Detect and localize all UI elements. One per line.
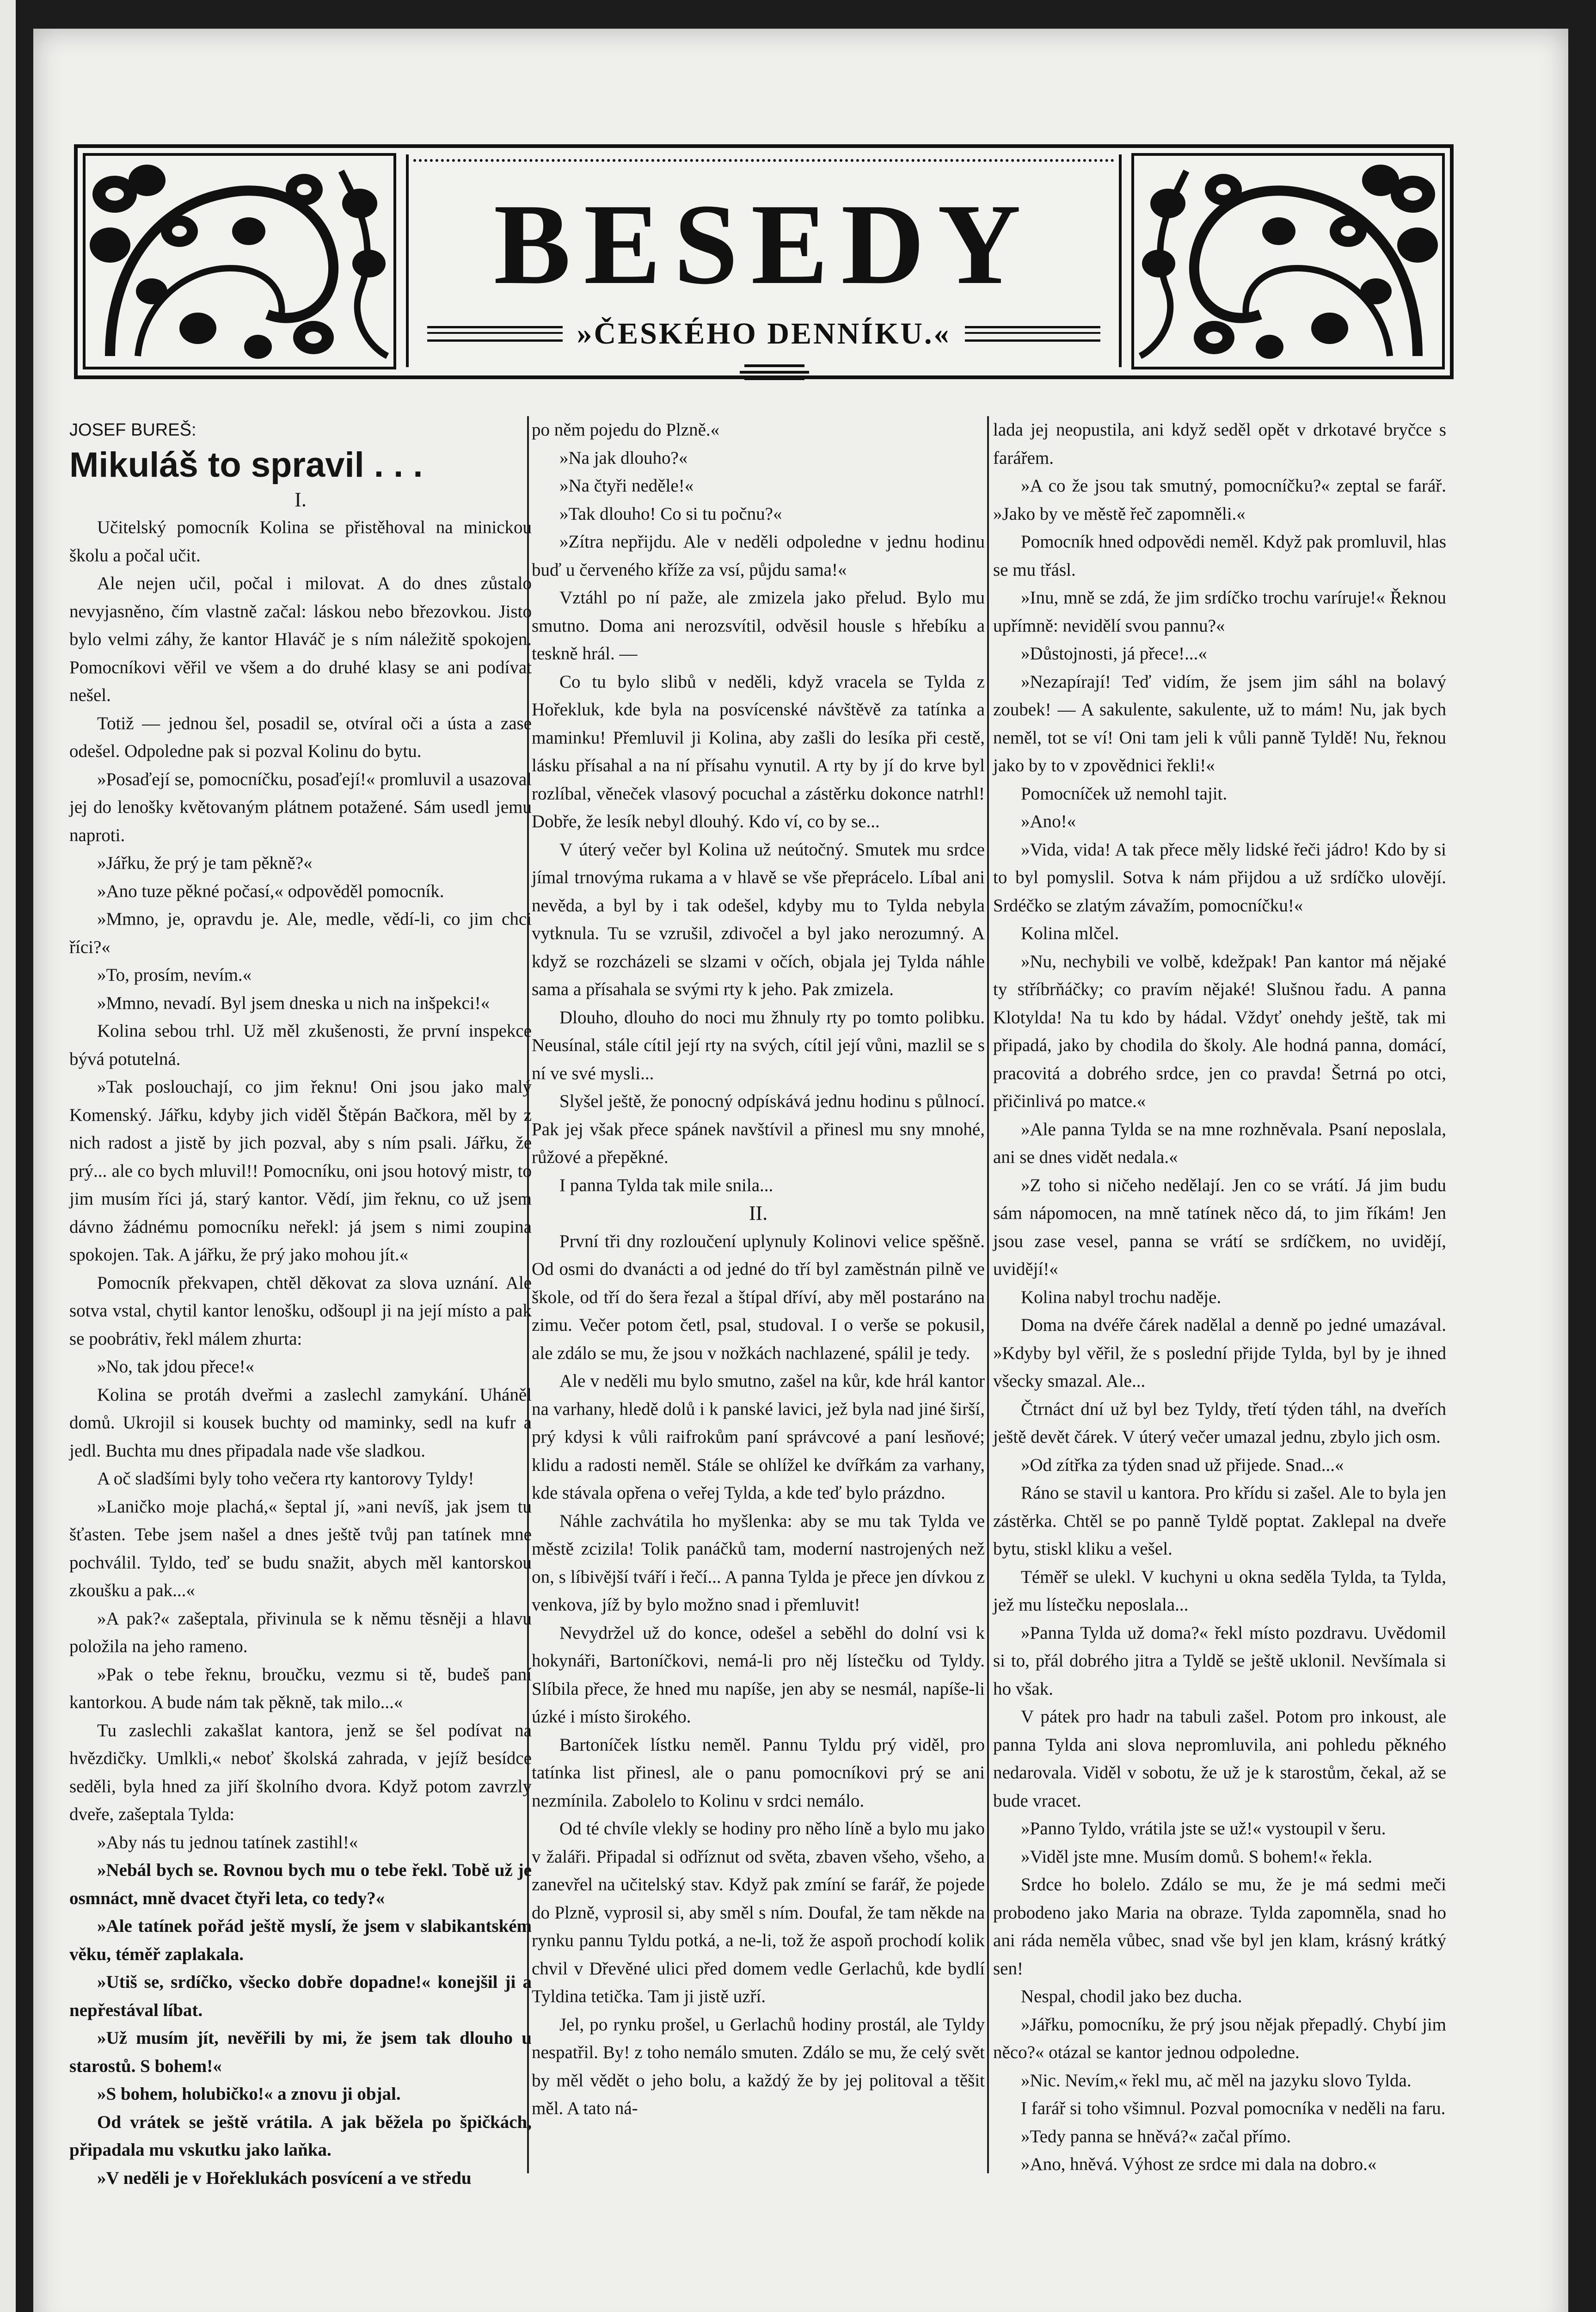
paragraph: »Tak poslouchají, co jim řeknu! Oni jsou jako malý Komenský. Jářku, kdyby jich viděl Štěpán Bačkora, měl by z nich radost a jistě by jich pozval, aby s ním psali. Jářku, že prý... ale co bych mluvil!! Pomocníku, oni jsou hotový mistr, to jim musím říci já, starý kantor. Vědí, jim řeknu, co už jsem dávno žádnému pomocníku neřekl: já jsem s nimi zoupina spokojen. Tak. A jářku, že prý jako mohou jít.« — [69, 1077, 532, 1265]
paragraph: »Panna Tylda už doma?« řekl místo pozdravu. Uvědomil si to, přál dobrého jitra a Tyldě se ještě uklonil. Nevšímala si ho však. — [993, 1623, 1446, 1699]
section-number: I. — [295, 488, 307, 511]
paragraph: Vztáhl po ní paže, ale zmizela jako přelud. Bylo mu smutno. Doma ani nerozsvítil, odvěsil housle s hřebíku a teskně hrál. — — [532, 588, 985, 664]
paragraph: »Ano tuze pěkné počasí,« odpověděl pomocník. — [97, 881, 444, 901]
title-box — [406, 154, 1122, 367]
paragraph: »Na jak dlouho?« — [559, 448, 688, 468]
column-3 — [993, 416, 1446, 2179]
paragraph: Kolina se protáh dveřmi a zaslechl zamykání. Uháněl domů. Ukrojil si kousek buchty od maminky, sedl na kufr a jedl. Buchta mu dnes připadala nade vše sladkou. — [69, 1384, 532, 1461]
paragraph: Kolina sebou trhl. Už měl zkušenosti, že první inspekce bývá potutelná. — [69, 1021, 532, 1069]
paragraph: Náhle zachvátila ho myšlenka: aby se mu tak Tylda ve městě zcizila! Tolik panáčků tam, moderní nastrojených než on, s líbivější tváří i řečí... A panna Tylda je přece jen dívkou z venkova, jíž by bylo možno snad i přemluvit! — [532, 1511, 985, 1615]
column-2 — [532, 416, 985, 2123]
article-headline: Mikuláš to spravil . . . — [69, 445, 423, 485]
paragraph: Ráno se stavil u kantora. Pro křídu si zašel. Ale to byla jen zástěrka. Chtěl se po panně Tyldě poptat. Zaklepal na dveře bytu, stiskl kliku a vešel. — [993, 1483, 1446, 1559]
paragraph: »Vida, vida! A tak přece měly lidské řeči jádro! Kdo by si to byl pomyslil. Sotva k nám přijdou a už srdíčko ulovějí. Srdéčko se zlatým závažím, pomocníčku!« — [993, 839, 1446, 916]
paragraph: Bartoníček lístku neměl. Pannu Tyldu prý viděl, pro tatínka list přinesl, ale o panu pomocníkovi prý se ani nezmínila. Zabolelo to Kolinu v srdci nemálo. — [532, 1734, 985, 1811]
paragraph: »Pak o tebe řeknu, broučku, vezmu si tě, budeš paní kantorkou. A bude nám tak pěkně, tak milo...« — [69, 1664, 532, 1712]
triple-rule-left — [427, 326, 563, 342]
paragraph: Kolina nabyl trochu naděje. — [1021, 1287, 1222, 1307]
paragraph: A oč sladšími byly toho večera rty kantorovy Tyldy! — [97, 1469, 474, 1488]
paragraph: I panna Tylda tak mile snila... — [559, 1175, 773, 1195]
dotted-rule — [413, 159, 1114, 166]
publication-title: BESEDY — [493, 180, 1034, 308]
paragraph: »S bohem, holubičko!« a znovu ji objal. — [97, 2084, 401, 2104]
paragraph: »Nic. Nevím,« řekl mu, ač měl na jazyku slovo Tylda. — [1021, 2070, 1412, 2091]
paragraph: Od vrátek se ještě vrátila. A jak běžela po špičkách, připadala mu vskutku jako laňka. — [69, 2112, 532, 2160]
paragraph: »Tak dlouho! Co si tu počnu?« — [559, 504, 782, 524]
subtitle-row — [427, 316, 1100, 351]
paragraph: »Z toho si ničeho nedělají. Jen co se vrátí. Já jim budu sám nápomocen, na mně tatínek něco dá, to jim říkám! Jen jsou zase vesel, panna se vrátí se srdíčkem, no uvidějí, uvidějí!« — [993, 1175, 1446, 1279]
paragraph: Ale v neděli mu bylo smutno, zašel na kůr, kde hrál kantor na varhany, hledě dolů i k panské lavici, jež byla nad jiné širší, prý kdysi k vůli raifrokům paní správcové a paní lesňové; klidu a radosti neměl. Stále se ohlížel ke dvířkám za varhany, kde stávala opřena o veřej Tylda, a kde teď bylo prázdno. — [532, 1371, 985, 1503]
paragraph: »Ale tatínek pořád ještě myslí, že jsem v slabikantském věku, téměř zaplakala. — [69, 1916, 532, 1964]
adjacent-page-edge — [0, 0, 16, 2312]
paragraph: »No, tak jdou přece!« — [97, 1357, 255, 1377]
paragraph: »Nebál bych se. Rovnou bych mu o tebe řekl. Tobě už je osmnáct, mně dvacet čtyři leta, co tedy?« — [69, 1860, 532, 1908]
paragraph: První tři dny rozloučení uplynuly Kolinovi velice spěšně. Od osmi do dvanácti a od jedné do tří byl zaměstnán pilně ve škole, od tří do šera řezal a štípal dříví, aby měl postaráno na zimu. Večer potom četl, psal, studoval. I o verše se pokusil, ale zdálo se mu, že jsou v nožkách nachlazené, spálil je tedy. — [532, 1231, 985, 1363]
paragraph: »A co že jsou tak smutný, pomocníčku?« zeptal se farář. »Jako by ve městě řeč zapomněli.« — [993, 476, 1446, 524]
paragraph: Tu zaslechli zakašlat kantora, jenž se šel podívat na hvězdičky. Umlkli,« neboť školská zahrada, v jejíž besídce seděli, byla hned za jiří školního dvora. Když potom zavrzly dveře, zašeptala Tylda: — [69, 1720, 532, 1824]
paragraph: Pomocník překvapen, chtěl děkovat za slova uznání. Ale sotva vstal, chytil kantor lenošku, odšoupl ji na její místo a pak se poobrátiv, řekl málem zhurta: — [69, 1273, 532, 1349]
paragraph: »Aby nás tu jednou tatínek zastihl!« — [97, 1832, 358, 1852]
paragraph: Pomocníček už nemohl tajit. — [1021, 783, 1228, 804]
paragraph: lada jej neopustila, ani když seděl opět v drkotavé bryčce s farářem. — [993, 420, 1446, 468]
paragraph: po něm pojedu do Plzně.« — [532, 420, 720, 440]
paragraph: »Mmno, nevadí. Byl jsem dneska u nich na inšpekci!« — [97, 993, 490, 1013]
paragraph: »Nezapírají! Teď vidím, že jsem jim sáhl na bolavý zoubek! — A sakulente, sakulente, už to mám! Nu, jak bych neměl, tot se ví! Oni tam jeli k vůli panně Tyldě! Nu, řeknou jako by to v zpovědnici řekli!« — [993, 671, 1446, 775]
paragraph: Nespal, chodil jako bez ducha. — [1021, 1986, 1242, 2006]
paragraph: Čtrnáct dní už byl bez Tyldy, třetí týden táhl, na dveřích ještě devět čárek. V úterý večer umazal jednu, zbylo jich osm. — [993, 1399, 1446, 1447]
paragraph: »Inu, mně se zdá, že jim srdíčko trochu varíruje!« Řeknou upřímně: nevidělí svou pannu?« — [993, 588, 1446, 636]
paragraph: V pátek pro hadr na tabuli zašel. Potom pro inkoust, ale panna Tylda ani slova nepromluvila, ani pohledu pěkného nedarovala. Viděl v sobotu, že už je k starostům, čekal, až se bude vracet. — [993, 1707, 1446, 1811]
paragraph: »A pak?« zašeptala, přivinula se k němu těsněji a hlavu položila na jeho rameno. — [69, 1608, 532, 1656]
paragraph: »Ale panna Tylda se na mne rozhněvala. Psaní neposlala, ani se dnes vidět nedala.« — [993, 1119, 1446, 1167]
section-number: II. — [749, 1202, 768, 1224]
paragraph: »Jářku, pomocníku, že prý jsou nějak přepadlý. Chybí jim něco?« otázal se kantor jednou odpoledne. — [993, 2014, 1446, 2062]
paragraph: »To, prosím, nevím.« — [97, 965, 252, 985]
paragraph: »Panno Tyldo, vrátila jste se už!« vystoupil v šeru. — [1021, 1819, 1386, 1839]
paragraph: Jel, po rynku prošel, u Gerlachů hodiny prostál, ale Tyldy nespatřil. By! z toho nemálo smuten. Zdálo se mu, že celý svět by měl vědět o jeho bolu, a každý že by jej politoval a těšit měl. A tato ná- — [532, 2014, 985, 2118]
paragraph: V úterý večer byl Kolina už neútočný. Smutek mu srdce jímal trnovýma rukama a v hlavě se vše přeprácelo. Líbal ani nevěda, a byl by i tak odešel, kdyby mu to Tylda nebyla vytknula. Tu se vzrušil, zdivočel a byl jako nerozumný. A když se rozcházeli se slzami v očích, objala jej Tylda náhle sama a přísahala se svými rty k jeho. Pak zmizela. — [532, 839, 985, 999]
triple-rule-right — [965, 326, 1100, 342]
paragraph: Srdce ho bolelo. Zdálo se mu, že je má sedmi meči probodeno jako Maria na obraze. Tylda zapomněla, snad ho ani ráda neměla vůbec, snad vše byl jen klam, krásný krátký sen! — [993, 1875, 1446, 1979]
paragraph: Slyšel ještě, že ponocný odpískává jednu hodinu s půlnocí. Pak jej však přece spánek navštívil a přinesl mu sny mnohé, růžové a přepěkné. — [532, 1091, 985, 1167]
paragraph: Doma na dvéře čárek nadělal a denně po jedné umazával. »Kdyby byl věřil, že s poslední přijde Tylda, byl by je ihned všecky smazal. Ale... — [993, 1315, 1446, 1391]
column-1 — [69, 416, 532, 2192]
paragraph: »Utiš se, srdíčko, všecko dobře dopadne!« konejšil ji a nepřestával líbat. — [69, 1972, 532, 2020]
paragraph: »Důstojnosti, já přece!...« — [1021, 644, 1207, 664]
author-byline: JOSEF BUREŠ: — [69, 420, 196, 440]
paragraph: »V neděli je v Hořeklukách posvícení a ve středu — [97, 2168, 472, 2188]
paragraph: I farář si toho všimnul. Pozval pomocníka v neděli na faru. — [1021, 2098, 1446, 2118]
paragraph: »Laničko moje plachá,« šeptal jí, »ani nevíš, jak jsem tu šťasten. Tebe jsem našel a dnes ještě tvůj pan tatínek mne pochválil. Tyldo, teď se budu snažit, abych měl kantorskou zkoušku a pak...« — [69, 1496, 532, 1600]
paragraph: Dlouho, dlouho do noci mu žhnuly rty po tomto polibku. Neusínal, stále cítil její rty na svých, cítil její vůni, mazlil se s ní ve své mysli... — [532, 1007, 985, 1083]
floral-ornament-icon — [1131, 153, 1445, 370]
paragraph: »Tedy panna se hněvá?« začal přímo. — [1021, 2126, 1291, 2146]
paragraph: »Od zítřka za týden snad už přijede. Snad...« — [1021, 1455, 1344, 1475]
tailpiece-ornament-icon — [740, 361, 809, 384]
paragraph: »Zítra nepřijdu. Ale v neděli odpoledne v jednu hodinu buď u červeného kříže za vsí, půjdu sama!« — [532, 532, 985, 580]
paragraph: Od té chvíle vlekly se hodiny pro něho líně a bylo mu jako v žaláři. Připadal si odříznut od světa, zbaven všeho, všeho, a zanevřel na učitelský stav. Když pak zmíní se farář, že pojede do Plzně, vyprosil si, aby směl s ním. Doufal, že tam někde na rynku pannu Tyldu potká, a ne-li, tož že aspoň prochodí kolik chvil v Dřevěné ulici před domem vedle Gerlachů, kde bydlí Tyldina tetička. Tam ji jistě uzří. — [532, 1819, 985, 2006]
paragraph: »Na čtyři neděle!« — [559, 476, 694, 496]
paragraph: »Už musím jít, nevěřili by mi, že jsem tak dlouho u starostů. S bohem!« — [69, 2028, 532, 2076]
paragraph: Ale nejen učil, počal i milovat. A do dnes zůstalo nevyjasněno, čím vlastně začal: láskou nebo březovkou. Jisto bylo velmi záhy, že kantor Hlaváč je s ním náležitě spokojen. Pomocníkovi věřil ve všem a do druhé klasy se ani podívat nešel. — [69, 573, 532, 705]
paragraph: »Jářku, že prý je tam pěkně?« — [97, 853, 313, 873]
floral-ornament-icon — [82, 153, 397, 370]
paragraph: »Ano, hněvá. Výhost ze srdce mi dala na dobro.« — [1021, 2154, 1377, 2174]
paragraph: Nevydržel už do konce, odešel a seběhl do dolní vsi k hokynáři, Bartoníčkovi, nemá-li pro něj lístečku od Tyldy. Slíbila přece, že hned mu napíše, jen aby se nesmál, napíše-li úzké i místo širokého. — [532, 1623, 985, 1727]
paragraph: »Nu, nechybili ve volbě, kdežpak! Pan kantor má nějaké ty stříbrňáčky; co pravím nějaké! Slušnou řadu. A panna Klotylda! Na tu kdo by hádal. Vždyť onehdy ještě, tak mi připadá, jako by chodila do školy. Ale hodná panna, domácí, pracovitá a dobrého srdce, jen co pravda! Šetrná po otci, přičinlivá po matce.« — [993, 951, 1446, 1111]
paragraph: Téměř se ulekl. V kuchyni u okna seděla Tylda, ta Tylda, jež mu lístečku neposlala... — [993, 1567, 1446, 1615]
paragraph: »Ano!« — [1021, 812, 1076, 831]
paragraph: Co tu bylo slibů v neděli, když vracela se Tylda z Hořekluk, kde byla na posvícenské návštěvě za tatínka a maminku! Přemluvil ji Kolina, aby zašli do lesíka při cestě, lásku přísahal a na ní přísahu vynutil. A rty by jí do krve byl rozlíbal, věneček vlasový pocuchal a zástěrku dokonce natrhl! Dobře, že lesík nebyl dlouhý. Kdo ví, co by se... — [532, 671, 985, 831]
column-rule — [987, 416, 989, 2173]
publication-subtitle: »ČESKÉHO DENNÍKU.« — [577, 317, 951, 350]
paragraph: »Viděl jste mne. Musím domů. S bohem!« řekla. — [1021, 1846, 1373, 1867]
paragraph: Učitelský pomocník Kolina se přistěhoval na minickou školu a počal učit. — [69, 517, 532, 566]
masthead — [74, 144, 1454, 379]
paragraph: »Mmno, je, opravdu je. Ale, medle, vědí-li, co jim chci říci?« — [69, 909, 532, 957]
paragraph: Totiž — jednou šel, posadil se, otvíral oči a ústa a zase odešel. Odpoledne pak si pozval Kolinu do bytu. — [69, 713, 532, 761]
paragraph: Kolina mlčel. — [1021, 923, 1119, 943]
paragraph: Pomocník hned odpovědi neměl. Když pak promluvil, hlas se mu třásl. — [993, 532, 1446, 580]
paragraph: »Posaďejí se, pomocníčku, posaďejí!« promluvil a usazoval jej do lenošky květovaným plátnem potažené. Sám usedl jemu naproti. — [69, 769, 532, 845]
